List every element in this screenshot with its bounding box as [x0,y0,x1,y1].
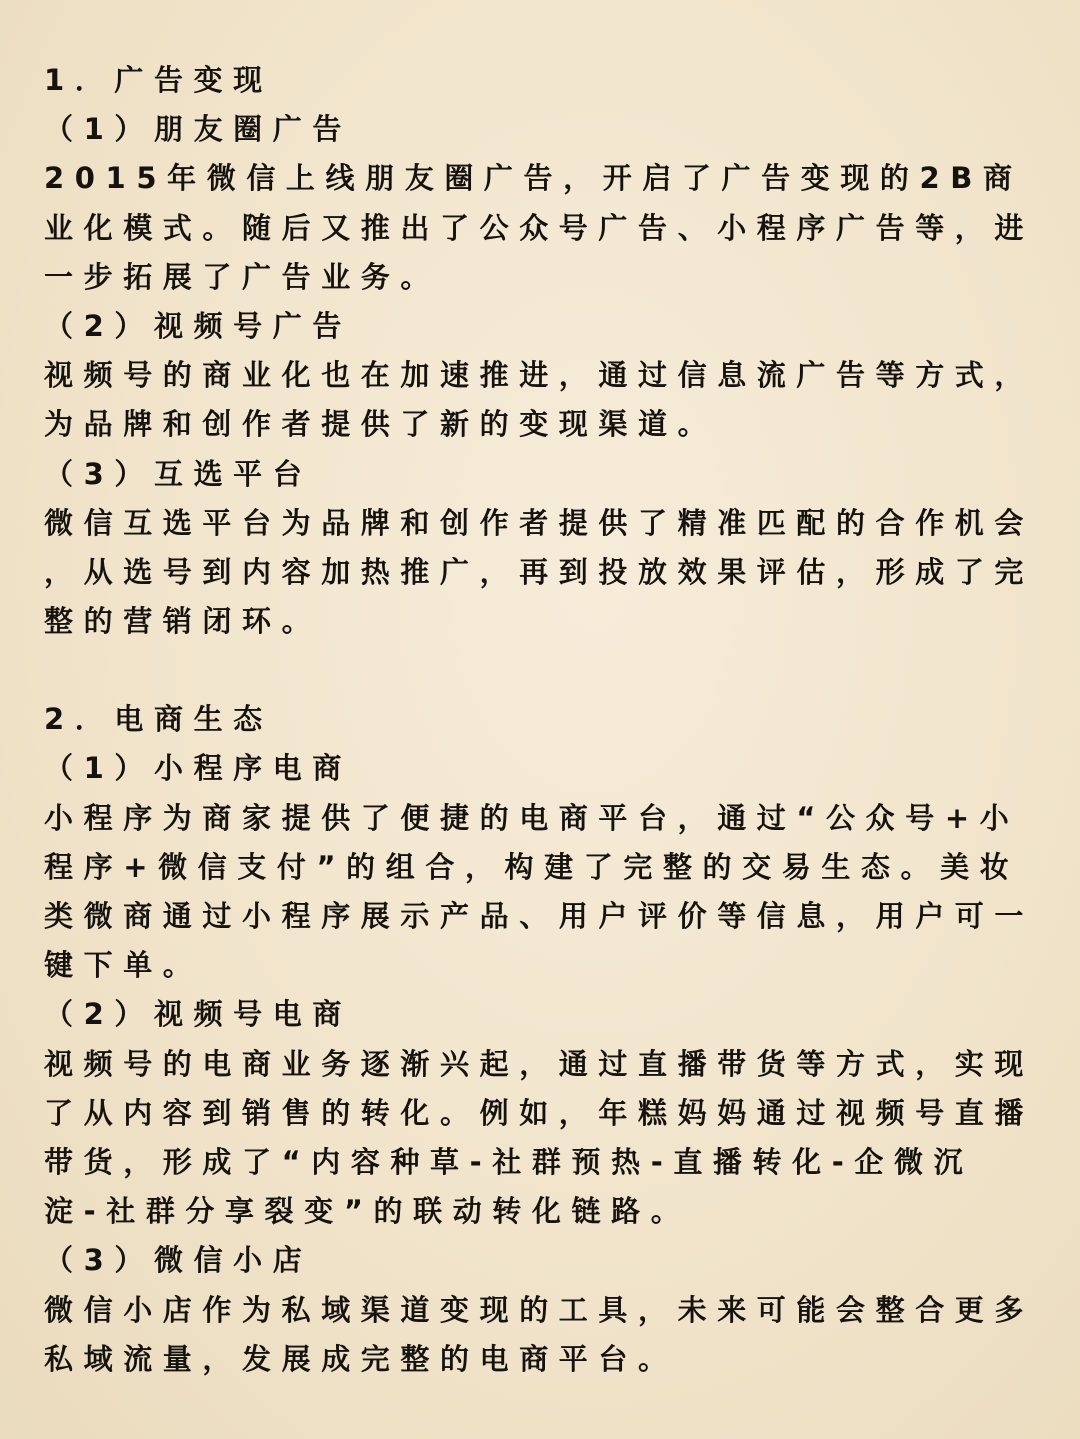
section-heading-ad-monetization: 1．广告变现 [44,63,273,97]
subheading-miniprogram-ecommerce: （1）小程序电商 [44,751,352,786]
paragraph-line: 淀-社群分享裂变”的联动转化链路。 [44,1194,691,1229]
paragraph-line: 为品牌和创作者提供了新的变现渠道。 [44,407,718,442]
paragraph-line: 一步拓展了广告业务。 [44,259,441,294]
subheading-wechat-shop: （3）微信小店 [44,1243,313,1278]
paragraph-line: 程序+微信支付”的组合，构建了完整的交易生态。美妆 [44,849,1020,884]
subheading-mutual-selection-platform: （3）互选平台 [44,456,313,491]
paragraph-line: 带货，形成了“内容种草-社群预热-直播转化-企微沉 [44,1144,974,1179]
paragraph-line: 微信互选平台为品牌和创作者提供了精准匹配的合作机会 [44,505,1035,540]
subheading-moments-ads: （1）朋友圈广告 [44,112,352,147]
section-heading-ecommerce: 2．电商生态 [44,702,273,737]
paragraph-line: 业化模式。随后又推出了公众号广告、小程序广告等，进 [44,210,1035,245]
paragraph-line: 整的营销闭环。 [44,604,322,639]
paragraph-line: 键下单。 [44,948,203,983]
paragraph-line: ，从选号到内容加热推广，再到投放效果评估，形成了完 [44,554,1035,589]
paragraph-line: 2015年微信上线朋友圈广告，开启了广告变现的2B商 [44,161,1023,196]
paragraph-line: 视频号的电商业务逐渐兴起，通过直播带货等方式，实现 [44,1046,1035,1081]
paragraph-line: 小程序为商家提供了便捷的电商平台，通过“公众号+小 [44,800,1020,835]
paragraph-line: 视频号的商业化也在加速推进，通过信息流广告等方式， [44,358,1035,393]
paragraph-line: 类微商通过小程序展示产品、用户评价等信息，用户可一 [44,899,1035,933]
section-spacer [44,646,1040,695]
paragraph-line: 微信小店作为私域渠道变现的工具，未来可能会整合更多 [44,1292,1035,1327]
subheading-channels-ecommerce: （2）视频号电商 [44,997,352,1032]
paragraph-line: 了从内容到销售的转化。例如，年糕妈妈通过视频号直播 [44,1095,1035,1130]
subheading-channels-ads: （2）视频号广告 [44,308,352,343]
paragraph-line: 私域流量，发展成完整的电商平台。 [44,1341,678,1376]
